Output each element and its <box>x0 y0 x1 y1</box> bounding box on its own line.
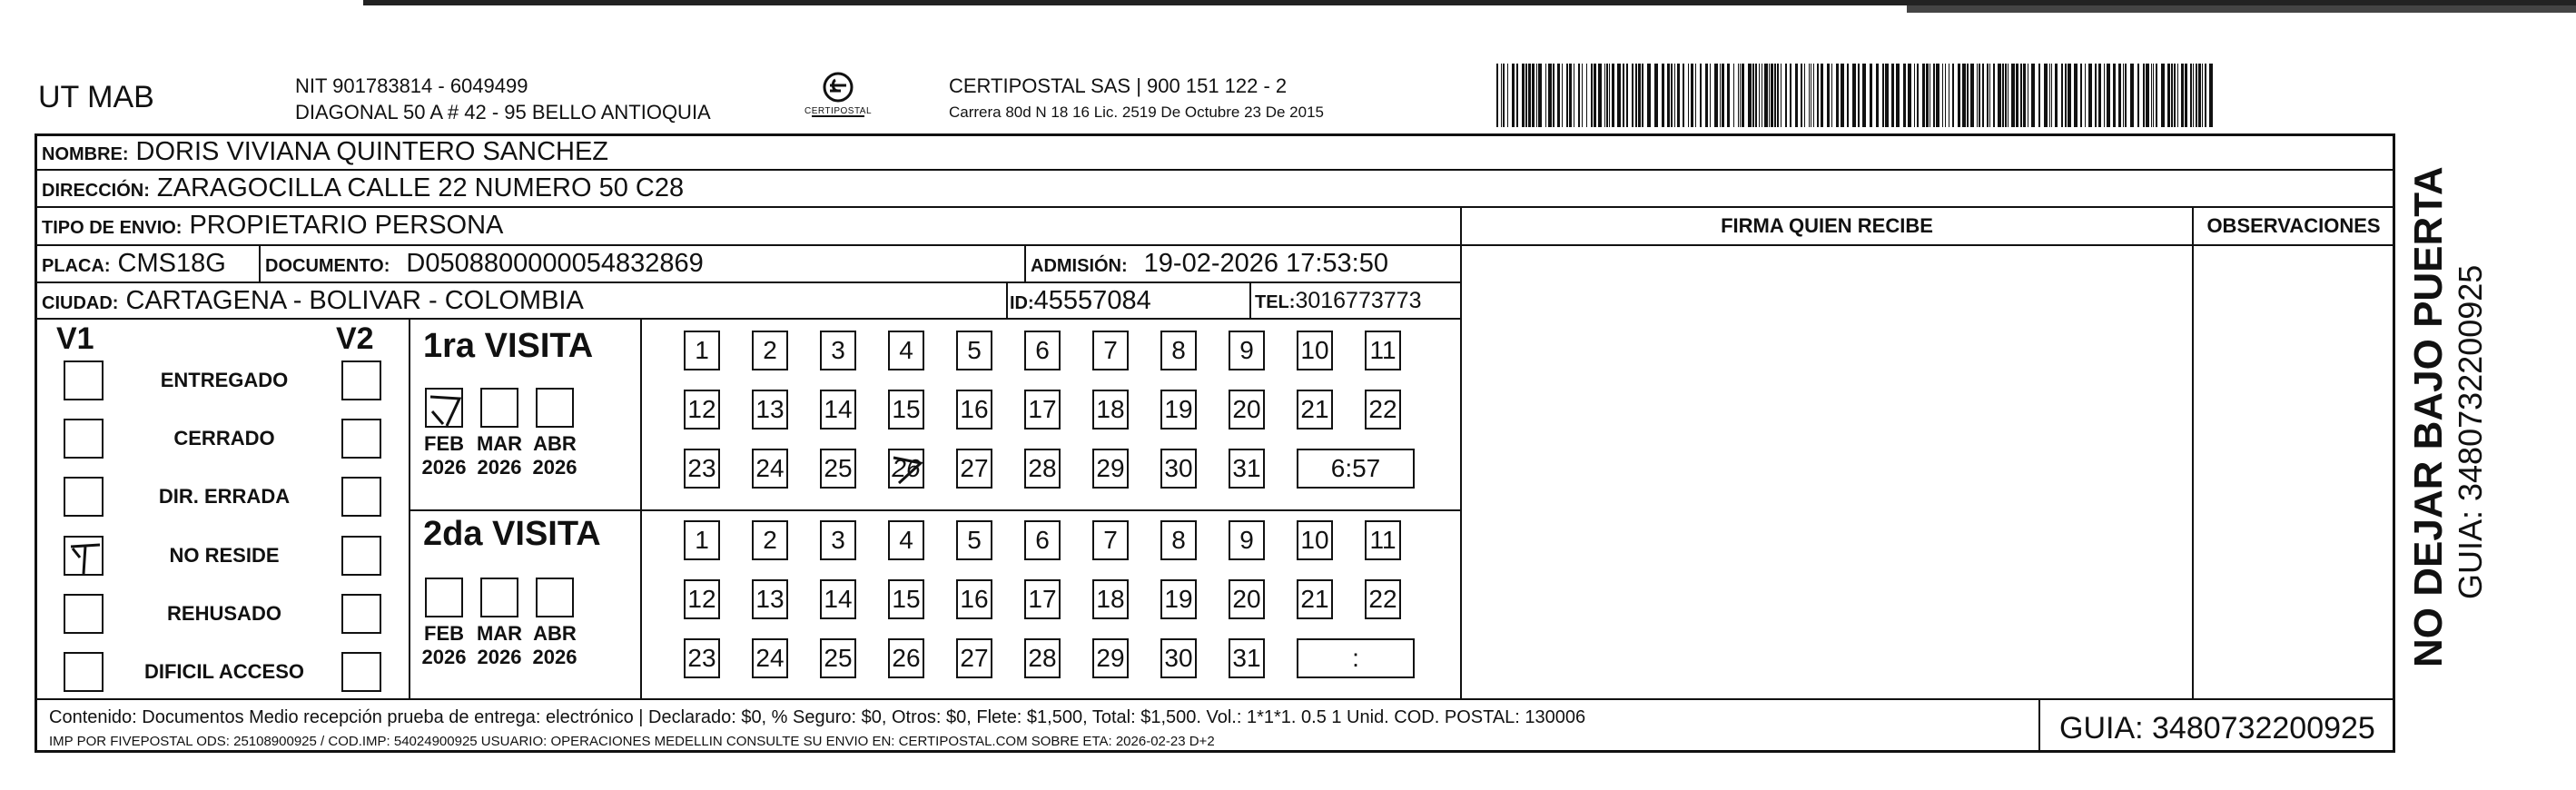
day-box: 17 <box>1024 390 1061 430</box>
carrier-license: Carrera 80d N 18 16 Lic. 2519 De Octubre 23 De 2015 <box>949 104 1324 121</box>
day-box: 30 <box>1160 638 1197 678</box>
second-visit-title: 2da VISITA <box>423 515 601 553</box>
admision-value: 19-02-2026 17:53:50 <box>1143 249 1388 278</box>
month-label <box>417 622 471 669</box>
checkmark-icon <box>427 390 465 430</box>
divider <box>1460 244 2395 246</box>
v2-checkbox <box>341 594 381 634</box>
status-label: ENTREGADO <box>160 369 289 391</box>
day-box: 8 <box>1160 331 1197 370</box>
day-box: 31 <box>1229 638 1265 678</box>
footer-print-info: IMP POR FIVEPOSTAL ODS: 25108900925 / COD.IMP: 54024900925 USUARIO: OPERACIONES MEDELLIN CONSULTE SU ENVIO EN: CERTIPOSTAL.COM SOBRE ETA: 2026-02-23 D+2 <box>49 734 1215 749</box>
day-box: 21 <box>1297 579 1333 619</box>
status-label: REHUSADO <box>167 602 281 625</box>
documento-label: DOCUMENTO: <box>265 256 390 276</box>
side-guia: GUIA: 3480732200925 <box>2452 264 2489 599</box>
v2-checkbox <box>341 360 381 400</box>
barcode <box>1496 64 2214 127</box>
day-box: 22 <box>1365 579 1401 619</box>
day-box: 11 <box>1365 331 1401 370</box>
first-visit-title: 1ra VISITA <box>423 327 594 365</box>
day-box: 7 <box>1092 331 1129 370</box>
time-box: : <box>1297 638 1415 678</box>
direccion-value: ZARAGOCILLA CALLE 22 NUMERO 50 C28 <box>156 173 685 202</box>
month-year: 2026 <box>421 646 467 668</box>
month-checkbox <box>425 578 463 617</box>
day-box: 15 <box>888 390 924 430</box>
month-checkbox <box>536 388 574 428</box>
logo-caption: CERTIPOSTAL <box>804 106 873 116</box>
day-box: 20 <box>1229 579 1265 619</box>
company-info <box>295 73 711 125</box>
v1-checkbox <box>64 652 104 692</box>
v1-checkbox <box>64 594 104 634</box>
v2-checkbox <box>341 419 381 459</box>
day-box: 23 <box>684 449 720 489</box>
day-box: 6 <box>1024 520 1061 560</box>
divider <box>35 169 2395 171</box>
firma-header: FIRMA QUIEN RECIBE <box>1721 214 1933 237</box>
nit-line: NIT 901783814 - 6049499 <box>295 74 528 97</box>
status-label: NO RESIDE <box>169 544 280 567</box>
day-box: 17 <box>1024 579 1061 619</box>
day-box: 9 <box>1229 331 1265 370</box>
month-checkbox <box>480 578 518 617</box>
direccion-row <box>42 173 684 203</box>
status-label: CERRADO <box>173 427 275 449</box>
day-box: 11 <box>1365 520 1401 560</box>
admision-label: ADMISIÓN: <box>1031 256 1128 276</box>
v1-checkbox <box>64 360 104 400</box>
day-box: 1 <box>684 331 720 370</box>
month-label <box>472 622 527 669</box>
day-box: 3 <box>820 331 856 370</box>
v1-checkbox <box>64 536 104 576</box>
nombre-value: DORIS VIVIANA QUINTERO SANCHEZ <box>135 137 609 166</box>
day-box: 13 <box>752 390 788 430</box>
day-box: 20 <box>1229 390 1265 430</box>
day-box: 28 <box>1024 638 1061 678</box>
documento-row <box>265 249 704 279</box>
tel-row <box>1255 288 1421 314</box>
company-name: UT MAB <box>38 80 154 114</box>
divider <box>35 206 2395 208</box>
status-label: DIFICIL ACCESO <box>143 660 304 683</box>
day-box: 14 <box>820 390 856 430</box>
placa-row <box>42 249 226 279</box>
day-box: 29 <box>1092 638 1129 678</box>
day-box: 5 <box>956 520 992 560</box>
month-label <box>528 432 582 479</box>
day-box: 19 <box>1160 579 1197 619</box>
divider <box>640 318 642 698</box>
day-box: 19 <box>1160 390 1197 430</box>
scan-edge-top-right <box>1907 5 2576 13</box>
observaciones-header: OBSERVACIONES <box>2206 214 2381 237</box>
month-name: MAR <box>476 622 523 645</box>
day-box: 22 <box>1365 390 1401 430</box>
status-label: DIR. ERRADA <box>158 485 291 508</box>
month-year: 2026 <box>532 646 577 668</box>
month-year: 2026 <box>532 456 577 479</box>
day-box: 29 <box>1092 449 1129 489</box>
strike-mark-icon <box>890 450 926 490</box>
v2-checkbox <box>341 477 381 517</box>
id-label: ID: <box>1010 293 1034 313</box>
admision-row <box>1031 249 1388 279</box>
day-box: 2 <box>752 520 788 560</box>
day-box: 14 <box>820 579 856 619</box>
day-box: 7 <box>1092 520 1129 560</box>
day-box: 6 <box>1024 331 1061 370</box>
time-box: 6:57 <box>1297 449 1415 489</box>
address-line: DIAGONAL 50 A # 42 - 95 BELLO ANTIOQUIA <box>295 101 711 123</box>
day-box: 23 <box>684 638 720 678</box>
tipo-row <box>42 211 503 241</box>
placa-label: PLACA: <box>42 256 111 276</box>
month-checkbox <box>536 578 574 617</box>
day-box: 15 <box>888 579 924 619</box>
footer-contents: Contenido: Documentos Medio recepción prueba de entrega: electrónico | Declarado: $0, % Seguro: $0, Otros: $0, Flete: $1,500, Total: $1,500. Vol.: 1*1*1. 0.5 1 Unid. COD. POSTAL: 130006 <box>49 707 1586 727</box>
month-checkbox <box>480 388 518 428</box>
day-box: 31 <box>1229 449 1265 489</box>
month-label <box>528 622 582 669</box>
id-value: 45557084 <box>1033 286 1151 315</box>
ciudad-value: CARTAGENA - BOLIVAR - COLOMBIA <box>125 286 584 315</box>
divider <box>1024 244 1026 281</box>
month-label <box>472 432 527 479</box>
month-name: FEB <box>424 432 464 455</box>
day-box: 27 <box>956 638 992 678</box>
tel-value: 3016773773 <box>1295 288 1422 313</box>
documento-value: D0508800000054832869 <box>406 249 704 278</box>
divider <box>35 244 1460 246</box>
day-box: 10 <box>1297 331 1333 370</box>
side-warning: NO DEJAR BAJO PUERTA <box>2406 166 2451 667</box>
month-name: FEB <box>424 622 464 645</box>
id-row <box>1010 286 1151 316</box>
day-box: 18 <box>1092 579 1129 619</box>
day-box: 12 <box>684 390 720 430</box>
day-box: 18 <box>1092 390 1129 430</box>
divider <box>1460 206 1462 698</box>
day-box: 30 <box>1160 449 1197 489</box>
checkmark-icon <box>65 538 105 578</box>
day-box: 2 <box>752 331 788 370</box>
day-box: 1 <box>684 520 720 560</box>
tipo-value: PROPIETARIO PERSONA <box>189 211 504 240</box>
divider <box>409 509 1460 511</box>
day-box: 21 <box>1297 390 1333 430</box>
placa-value: CMS18G <box>117 249 226 278</box>
v1-checkbox <box>64 477 104 517</box>
tel-label: TEL: <box>1255 292 1296 312</box>
month-year: 2026 <box>477 456 522 479</box>
carrier-info <box>949 73 1324 125</box>
divider <box>2038 698 2040 753</box>
day-box: 9 <box>1229 520 1265 560</box>
day-box: 24 <box>752 638 788 678</box>
v2-checkbox <box>341 652 381 692</box>
nombre-row <box>42 137 608 167</box>
v1-checkbox <box>64 419 104 459</box>
direccion-label: DIRECCIÓN: <box>42 181 150 201</box>
day-box: 24 <box>752 449 788 489</box>
month-label <box>417 432 471 479</box>
day-box: 5 <box>956 331 992 370</box>
day-box: 3 <box>820 520 856 560</box>
day-box: 28 <box>1024 449 1061 489</box>
guia-number: GUIA: 3480732200925 <box>2059 711 2375 746</box>
day-box: 25 <box>820 449 856 489</box>
v2-header: V2 <box>336 321 374 356</box>
day-box: 26 <box>888 449 924 489</box>
divider <box>1006 281 1008 318</box>
day-box: 13 <box>752 579 788 619</box>
divider <box>35 698 2395 700</box>
month-year: 2026 <box>421 456 467 479</box>
carrier-line: CERTIPOSTAL SAS | 900 151 122 - 2 <box>949 74 1288 97</box>
v2-checkbox <box>341 536 381 576</box>
nombre-label: NOMBRE: <box>42 144 129 164</box>
month-name: MAR <box>476 432 523 455</box>
tipo-label: TIPO DE ENVIO: <box>42 218 183 238</box>
day-box: 4 <box>888 520 924 560</box>
day-box: 25 <box>820 638 856 678</box>
day-box: 16 <box>956 390 992 430</box>
v1-header: V1 <box>56 321 94 356</box>
divider <box>35 281 1460 283</box>
divider <box>409 318 410 698</box>
day-box: 10 <box>1297 520 1333 560</box>
day-box: 4 <box>888 331 924 370</box>
day-box: 8 <box>1160 520 1197 560</box>
divider <box>1249 281 1251 318</box>
ciudad-label: CIUDAD: <box>42 293 119 313</box>
month-checkbox <box>425 388 463 428</box>
month-name: ABR <box>533 622 577 645</box>
month-year: 2026 <box>477 646 522 668</box>
day-box: 26 <box>888 638 924 678</box>
divider <box>35 318 1460 320</box>
day-box: 27 <box>956 449 992 489</box>
month-name: ABR <box>533 432 577 455</box>
ciudad-row <box>42 286 584 316</box>
divider <box>259 244 261 281</box>
divider <box>2192 206 2194 698</box>
day-box: 16 <box>956 579 992 619</box>
day-box: 12 <box>684 579 720 619</box>
